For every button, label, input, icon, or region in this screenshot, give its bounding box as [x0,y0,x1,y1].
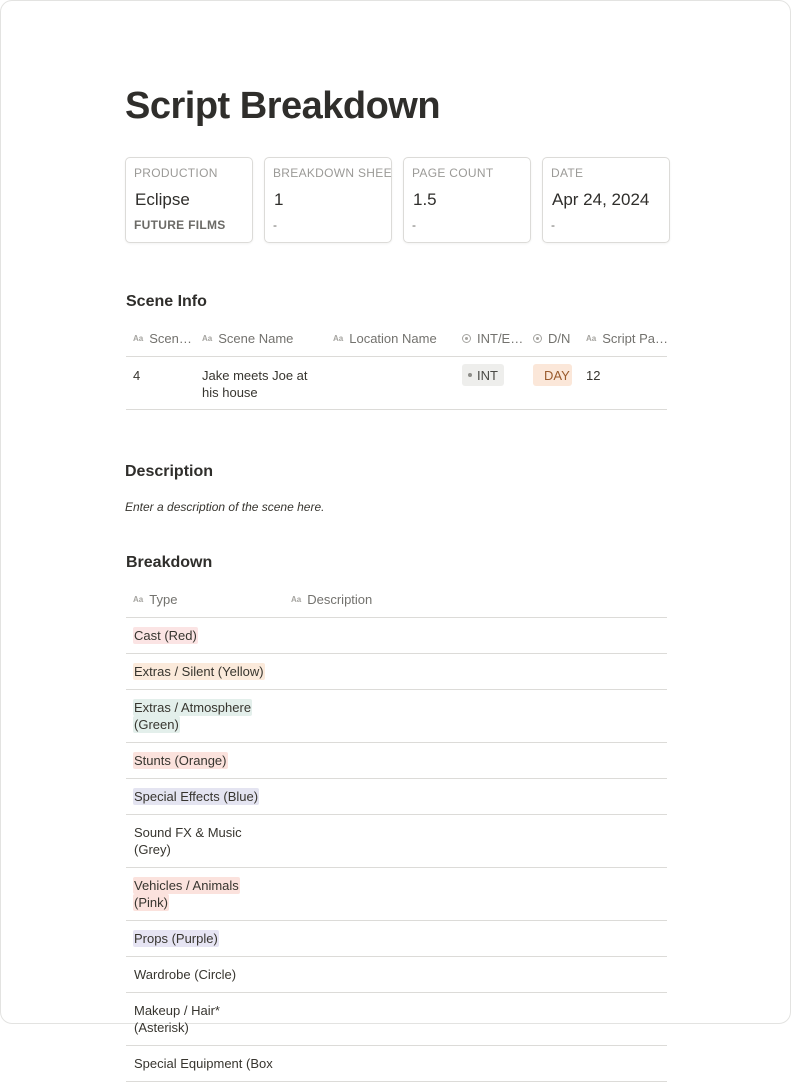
table-header [126,321,667,357]
card-sub: - [412,218,417,232]
column-header-script-page[interactable] [579,331,667,346]
column-label: Script Pa… [602,331,668,346]
table-row[interactable] [126,1046,667,1082]
type-cell[interactable] [126,815,284,867]
column-label: Description [307,592,373,607]
table-row[interactable] [126,690,667,743]
int-ext-cell[interactable] [455,357,526,409]
card-sub: - [551,218,556,232]
description-cell[interactable] [284,1046,667,1081]
text-property-icon: Aa [133,334,144,343]
type-label: Cast (Red) [134,628,197,643]
description-cell[interactable] [284,815,667,867]
tag-label: INT [477,367,498,383]
type-cell[interactable] [126,993,284,1045]
column-header-scene-name[interactable] [195,331,326,346]
text-property-icon: Aa [202,334,213,343]
type-cell[interactable] [126,743,284,778]
column-label: Scene Name [218,331,294,346]
type-label: Extras / Atmosphere (Green) [134,700,252,732]
text-property-icon: Aa [291,595,302,604]
card-value: 1.5 [413,190,437,209]
script-page-cell[interactable]: 12 [586,368,601,383]
table-row[interactable] [126,957,667,993]
page-count-card[interactable] [403,157,531,243]
table-row[interactable] [126,743,667,779]
column-label: Type [149,592,178,607]
scene-info-heading: Scene Info [126,293,207,310]
card-sub: FUTURE FILMS [134,218,226,232]
column-header-scene[interactable] [126,331,195,346]
table-row[interactable] [126,993,667,1046]
column-header-day-night[interactable] [526,331,579,346]
type-cell[interactable] [126,618,284,653]
tag-label: DAY [544,367,570,383]
column-label: INT/E… [477,331,524,346]
type-label: Extras / Silent (Yellow) [134,664,264,679]
type-label: Special Effects (Blue) [134,789,259,804]
column-label: Scen… [149,331,192,346]
breakdown-rows [126,618,667,1082]
card-value: 1 [274,190,284,209]
table-header [126,582,667,618]
description-cell[interactable] [284,868,667,920]
description-cell[interactable] [284,993,667,1045]
breakdown-heading: Breakdown [126,554,213,571]
table-row[interactable] [126,868,667,921]
card-sub: - [273,218,278,232]
type-label: Props (Purple) [134,931,218,946]
column-header-description[interactable] [284,592,484,607]
type-cell[interactable] [126,690,284,742]
card-label: DATE [551,166,584,180]
scene-name-cell[interactable]: Jake meets Joe at his house [202,368,308,400]
text-property-icon: Aa [586,334,597,343]
card-label: PRODUCTION [134,166,218,180]
card-label: PAGE COUNT [412,166,494,180]
description-cell[interactable] [284,779,667,814]
scene-info-table [126,321,667,410]
card-label: BREAKDOWN SHEE [273,166,392,180]
type-label: Vehicles / Animals (Pink) [134,878,239,910]
description-cell[interactable] [284,690,667,742]
column-label: D/N [548,331,571,346]
page-title: Script Breakdown [125,85,441,127]
breakdown-table [126,582,667,1082]
table-row[interactable] [126,654,667,690]
column-header-location-name[interactable] [326,331,455,346]
type-cell[interactable] [126,957,284,992]
date-card[interactable] [542,157,670,243]
select-property-icon [533,334,542,343]
table-row[interactable] [126,921,667,957]
type-cell[interactable] [126,921,284,956]
type-cell[interactable] [126,1046,284,1081]
description-heading: Description [125,463,214,480]
description-cell[interactable] [284,743,667,778]
type-label: Stunts (Orange) [134,753,227,768]
text-property-icon: Aa [133,595,144,604]
description-cell[interactable] [284,618,667,653]
table-row[interactable] [126,357,667,410]
card-value: Eclipse [135,190,190,209]
description-cell[interactable] [284,921,667,956]
type-label: Makeup / Hair* (Asterisk) [134,1003,220,1035]
type-cell[interactable] [126,654,284,689]
card-value: Apr 24, 2024 [552,190,650,209]
table-row[interactable] [126,815,667,868]
production-card[interactable] [125,157,253,243]
column-header-type[interactable] [126,592,284,607]
summary-cards [125,157,670,243]
int-tag [462,364,504,386]
breakdown-sheet-card[interactable] [264,157,392,243]
column-label: Location Name [349,331,437,346]
table-row[interactable] [126,779,667,815]
location-name-cell[interactable] [326,357,455,409]
column-header-int-ext[interactable] [455,331,526,346]
select-property-icon [462,334,471,343]
type-label: Sound FX & Music (Grey) [134,825,242,857]
description-text[interactable]: Enter a description of the scene here. [125,500,325,514]
tag-dot-icon [468,373,472,377]
description-cell[interactable] [284,957,667,992]
description-cell[interactable] [284,654,667,689]
type-label: Special Equipment (Box [134,1056,273,1071]
type-cell[interactable] [126,779,284,814]
text-property-icon: Aa [333,334,344,343]
type-cell[interactable] [126,868,284,920]
day-tag [533,364,572,386]
scene-number-cell[interactable]: 4 [133,368,141,383]
day-night-cell[interactable] [526,357,579,409]
type-label: Wardrobe (Circle) [134,967,237,982]
table-row[interactable] [126,618,667,654]
